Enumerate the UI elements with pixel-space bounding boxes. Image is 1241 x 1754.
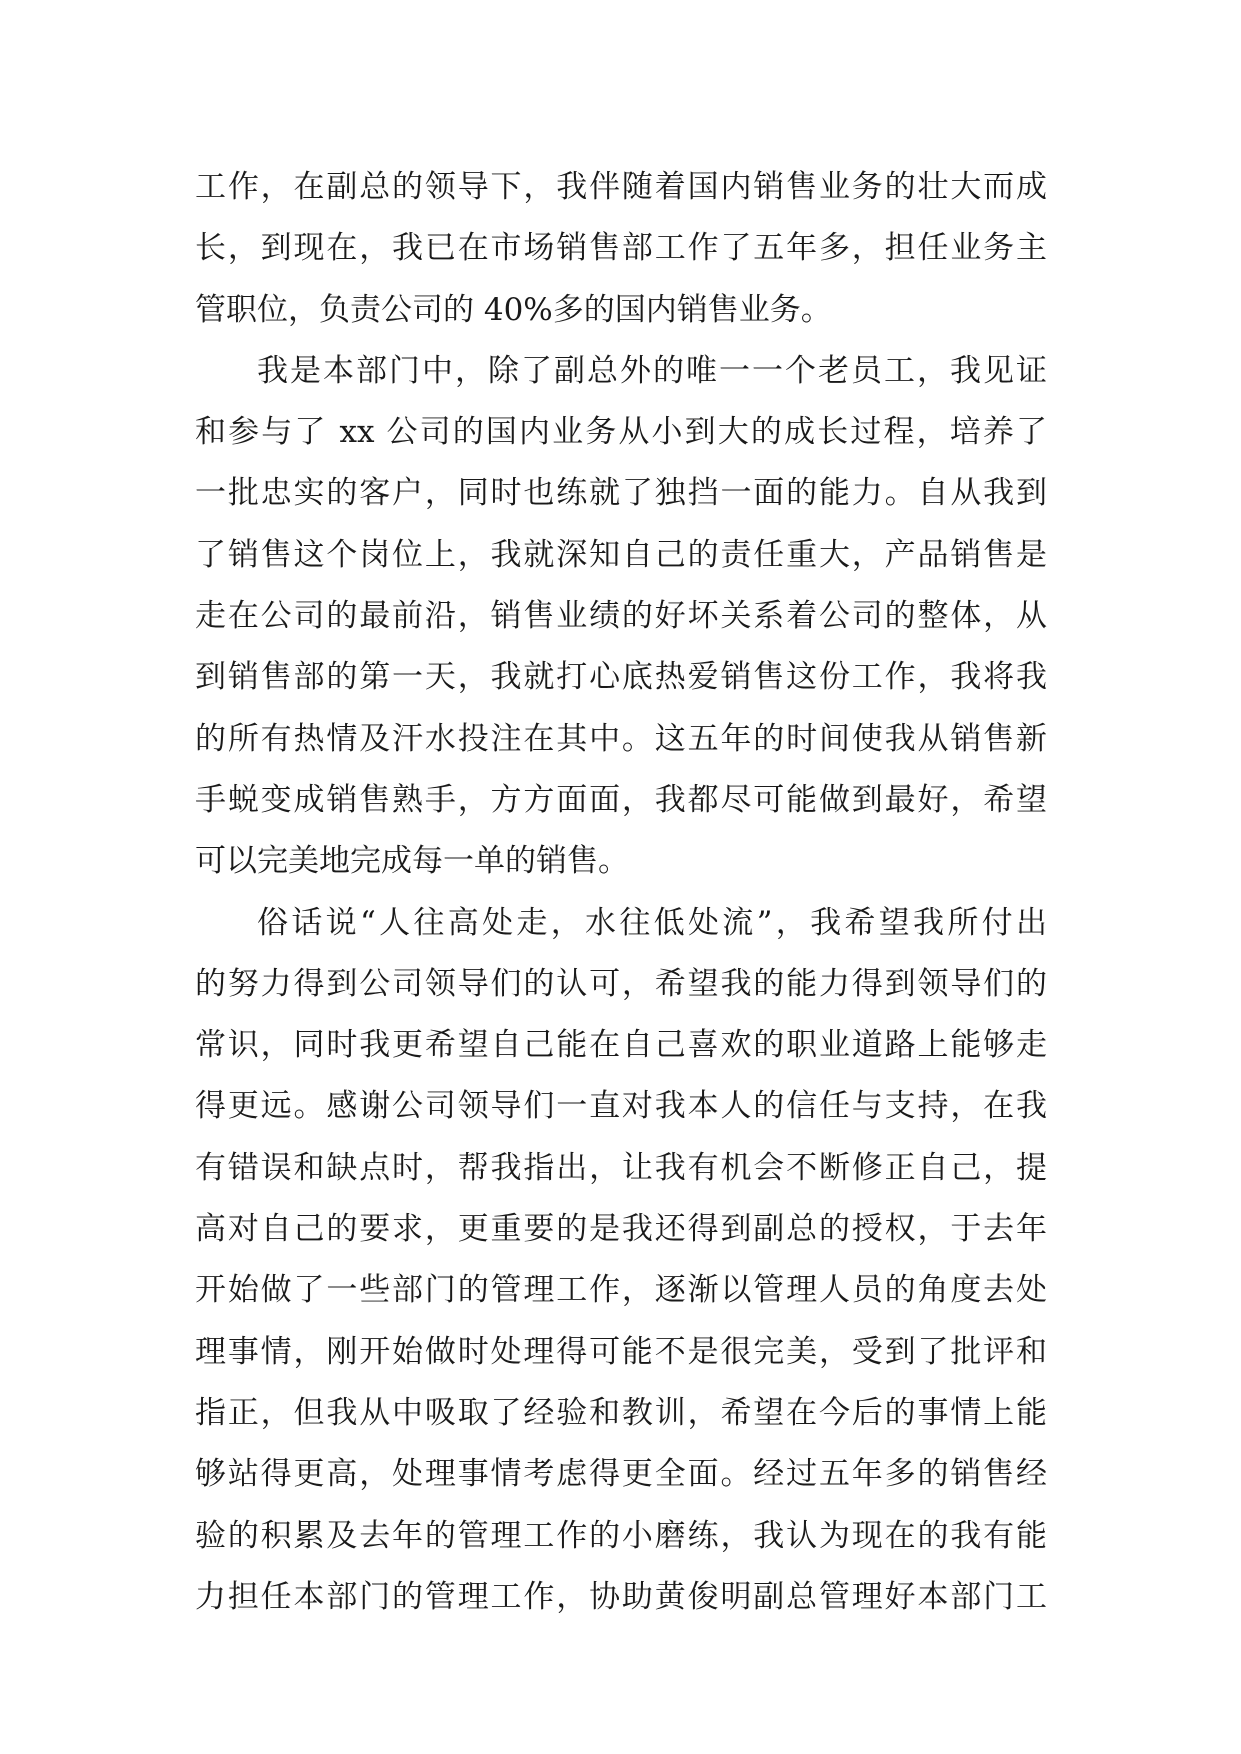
text-line: 得更远。感谢公司领导们一直对我本人的信任与支持，在我 bbox=[195, 1088, 1047, 1125]
text-line: 够站得更高，处理事情考虑得更全面。经过五年多的销售经 bbox=[195, 1456, 1047, 1493]
text-line: 长，到现在，我已在市场销售部工作了五年多，担任业务主 bbox=[195, 230, 1047, 267]
text-line: 工作，在副总的领导下，我伴随着国内销售业务的壮大而成 bbox=[195, 169, 1047, 205]
text-line: 开始做了一些部门的管理工作，逐渐以管理人员的角度去处 bbox=[195, 1272, 1047, 1309]
text-line: 俗话说“人往高处走，水往低处流”，我希望我所付出 bbox=[257, 904, 1047, 941]
text-line: 的努力得到公司领导们的认可，希望我的能力得到领导们的 bbox=[195, 965, 1047, 1002]
text-line: 的所有热情及汗水投注在其中。这五年的时间使我从销售新 bbox=[195, 720, 1047, 757]
text-line: 走在公司的最前沿，销售业绩的好坏关系着公司的整体，从 bbox=[195, 598, 1047, 635]
text-line: 有错误和缺点时，帮我指出，让我有机会不断修正自己，提 bbox=[195, 1149, 1047, 1186]
text-line: 可以完美地完成每一单的销售。 bbox=[195, 843, 629, 880]
text-line: 手蜕变成销售熟手，方方面面，我都尽可能做到最好，希望 bbox=[195, 781, 1047, 818]
text-line: 力担任本部门的管理工作，协助黄俊明副总管理好本部门工 bbox=[195, 1578, 1047, 1615]
text-line: 我是本部门中，除了副总外的唯一一个老员工，我见证 bbox=[257, 352, 1047, 389]
text-line: 了销售这个岗位上，我就深知自己的责任重大，产品销售是 bbox=[195, 536, 1047, 573]
text-line: 常识，同时我更希望自己能在自己喜欢的职业道路上能够走 bbox=[195, 1027, 1047, 1064]
text-line: 一批忠实的客户，同时也练就了独挡一面的能力。自从我到 bbox=[195, 475, 1047, 512]
text-line: 高对自己的要求，更重要的是我还得到副总的授权，于去年 bbox=[195, 1211, 1047, 1248]
text-line: 验的积累及去年的管理工作的小磨练，我认为现在的我有能 bbox=[195, 1517, 1047, 1554]
text-line: 管职位，负责公司的 40%多的国内销售业务。 bbox=[195, 291, 832, 328]
text-line: 到销售部的第一天，我就打心底热爱销售这份工作，我将我 bbox=[195, 659, 1047, 696]
text-line: 指正，但我从中吸取了经验和教训，希望在今后的事情上能 bbox=[195, 1394, 1047, 1431]
text-line: 和参与了 xx 公司的国内业务从小到大的成长过程，培养了 bbox=[195, 414, 1047, 451]
body-text bbox=[195, 157, 1047, 1628]
text-line: 理事情，刚开始做时处理得可能不是很完美，受到了批评和 bbox=[195, 1333, 1047, 1370]
